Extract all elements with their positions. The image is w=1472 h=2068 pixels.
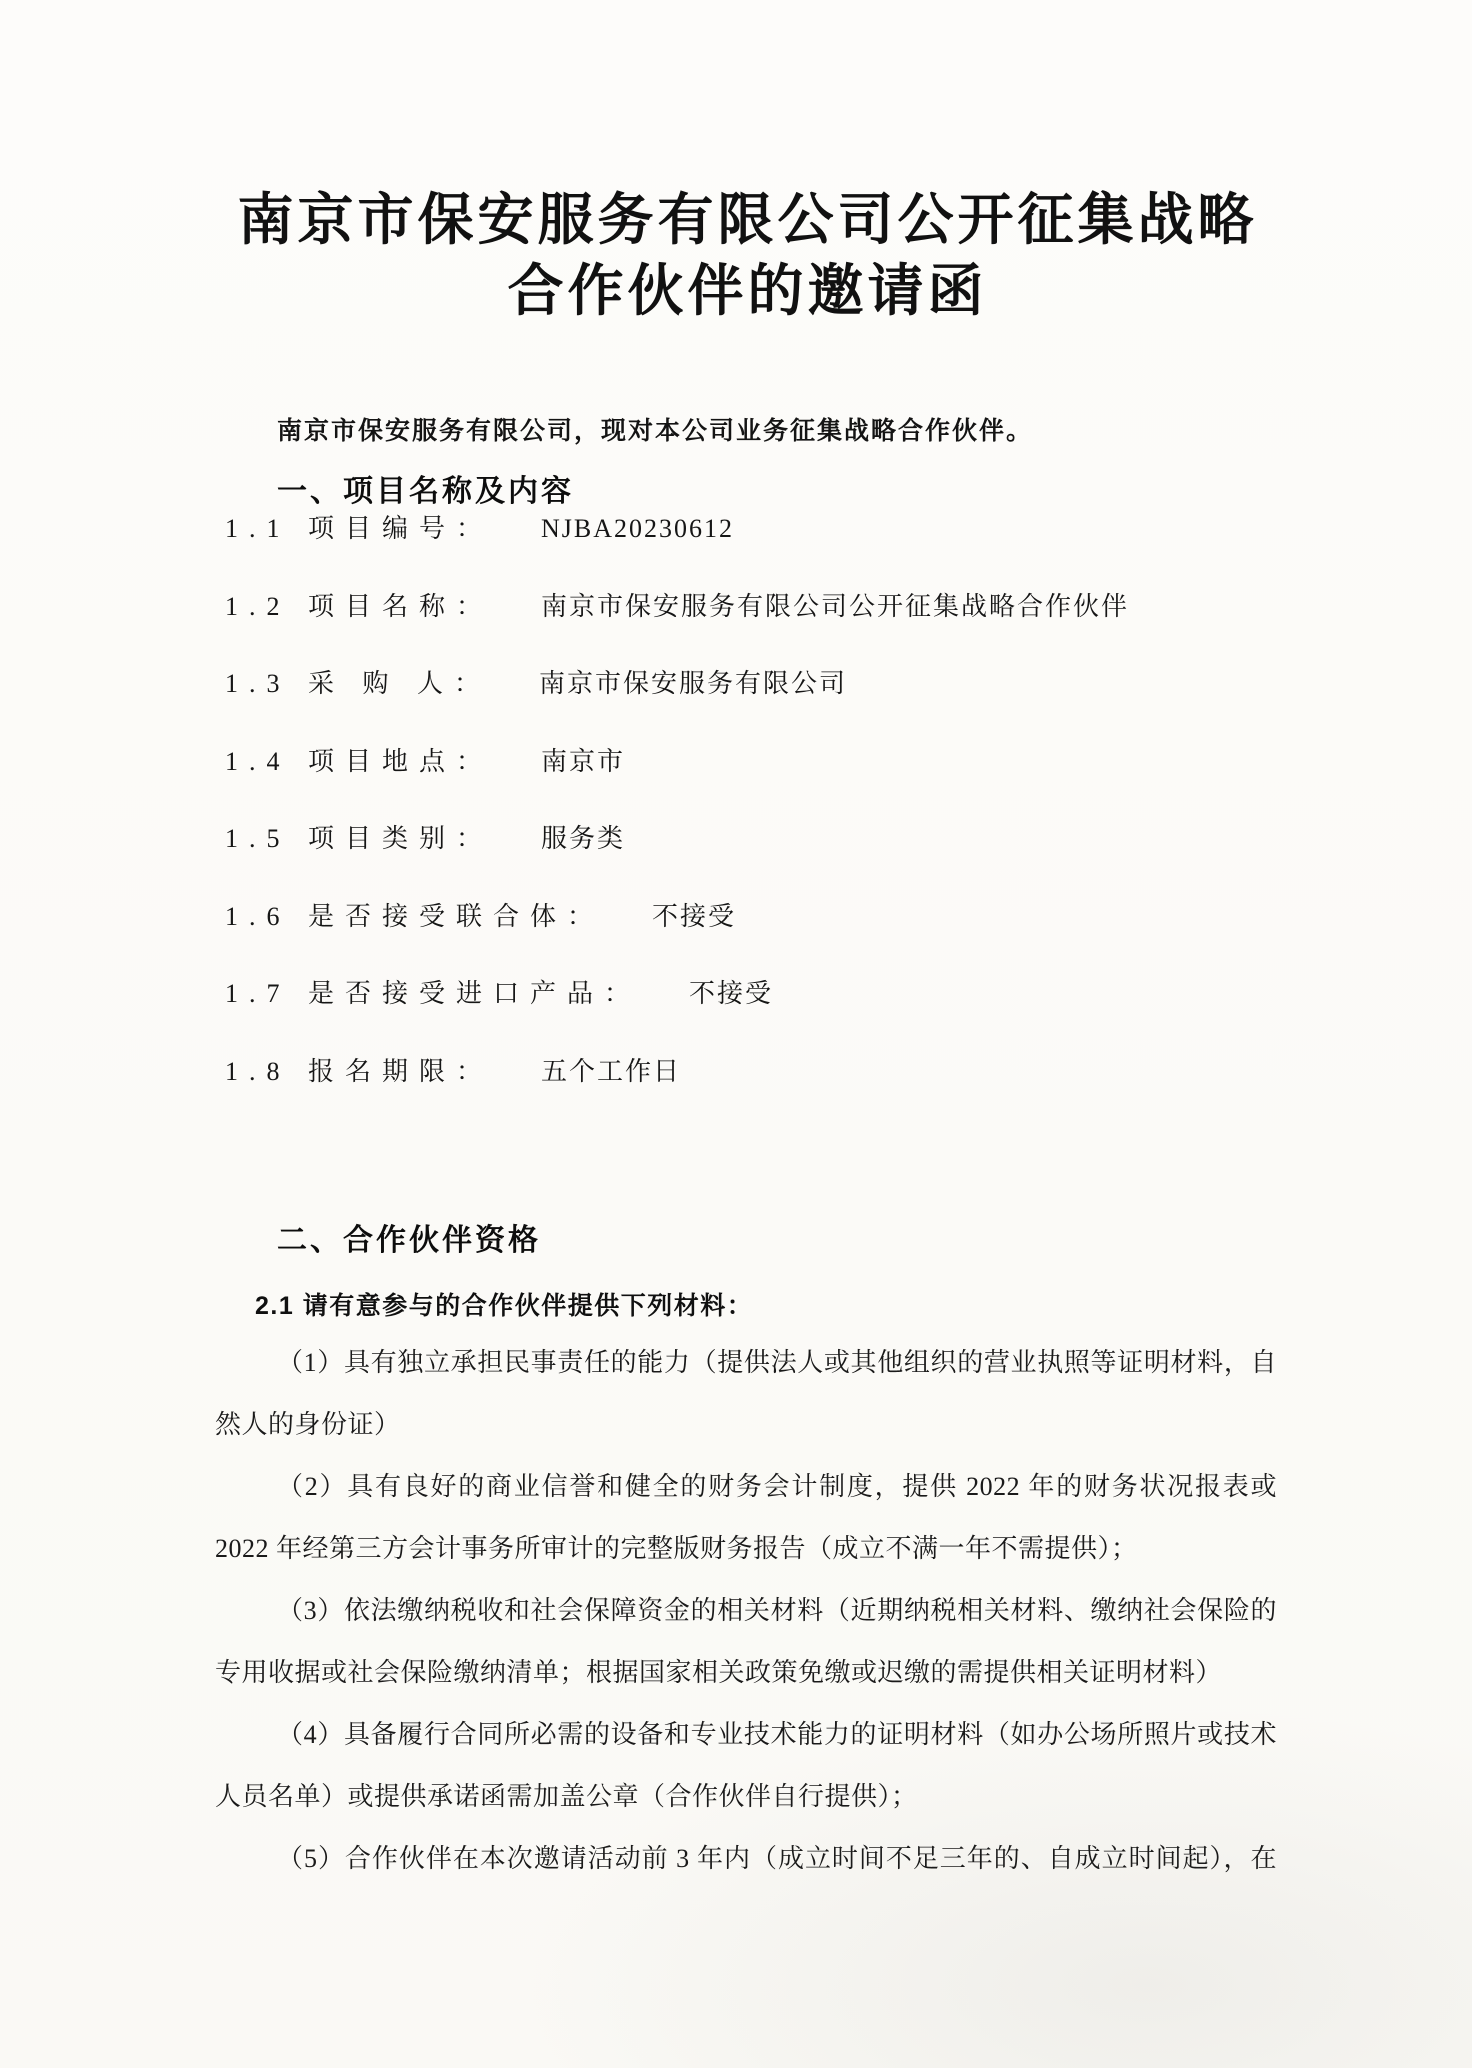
section2-subheading: 2.1 请有意参与的合作伙伴提供下列材料： (255, 1292, 754, 1320)
project-item-label: 1.2 项目名称： (225, 591, 494, 621)
requirement-line: （2）具有良好的商业信誉和健全的财务会计制度，提供 2022 年的财务状况报表或 (277, 1472, 1277, 1501)
project-item-label: 1.8 报名期限： (225, 1056, 494, 1086)
project-item-label: 1.7 是否接受进口产品： (225, 979, 642, 1008)
requirement-line: （4）具备履行合同所必需的设备和专业技术能力的证明材料（如办公场所照片或技术 (277, 1720, 1277, 1749)
title-line-1: 南京市保安服务有限公司公开征集战略 (237, 189, 1258, 252)
section2-heading: 二、合作伙伴资格 (277, 1223, 541, 1257)
project-item-value: 服务类 (541, 824, 626, 853)
project-item (225, 824, 1325, 902)
project-item-value: 不接受 (689, 979, 774, 1008)
document-title (215, 186, 1280, 328)
requirement-line: 专用收据或社会保险缴纳清单；根据国家相关政策免缴或迟缴的需提供相关证明材料） (215, 1658, 1223, 1687)
project-item-label: 1.1 项目编号： (225, 514, 494, 543)
project-item-value: 不接受 (652, 901, 737, 931)
project-item-value: 南京市保安服务有限公司 (539, 669, 848, 698)
project-item (225, 747, 1325, 825)
project-item-label: 1.3 采 购 人： (225, 669, 492, 698)
project-item-label: 1.6 是否接受联合体： (225, 901, 605, 931)
requirement-line: （1）具有独立承担民事责任的能力（提供法人或其他组织的营业执照等证明材料，自 (277, 1348, 1277, 1377)
project-item (225, 902, 1325, 980)
section1-heading: 一、项目名称及内容 (277, 474, 574, 508)
requirement-line: 人员名单）或提供承诺函需加盖公章（合作伙伴自行提供）； (215, 1782, 918, 1811)
title-line-2: 合作伙伴的邀请函 (507, 260, 988, 323)
project-item (225, 1057, 1325, 1135)
project-item (225, 514, 1325, 592)
requirement-line: 然人的身份证） (215, 1410, 401, 1439)
project-item-value: 南京市 (541, 746, 626, 776)
project-item-value: NJBA20230612 (541, 514, 735, 543)
project-info-list (225, 514, 1325, 1134)
project-item (225, 979, 1325, 1057)
project-item (225, 669, 1325, 747)
project-item-label: 1.5 项目类别： (225, 824, 494, 853)
requirement-line: 2022 年经第三方会计事务所审计的完整版财务报告（成立不满一年不需提供）； (215, 1534, 1138, 1563)
project-item-label: 1.4 项目地点： (225, 746, 494, 776)
requirements-paragraphs (215, 1332, 1277, 1890)
project-item (225, 592, 1325, 670)
intro-paragraph: 南京市保安服务有限公司，现对本公司业务征集战略合作伙伴。 (277, 418, 1034, 445)
requirement-line: （5）合作伙伴在本次邀请活动前 3 年内（成立时间不足三年的、自成立时间起），在 (277, 1844, 1277, 1873)
project-item-value: 南京市保安服务有限公司公开征集战略合作伙伴 (541, 591, 1130, 621)
project-item-value: 五个工作日 (541, 1056, 682, 1086)
requirement-line: （3）依法缴纳税收和社会保障资金的相关材料（近期纳税相关材料、缴纳社会保险的 (277, 1596, 1277, 1625)
